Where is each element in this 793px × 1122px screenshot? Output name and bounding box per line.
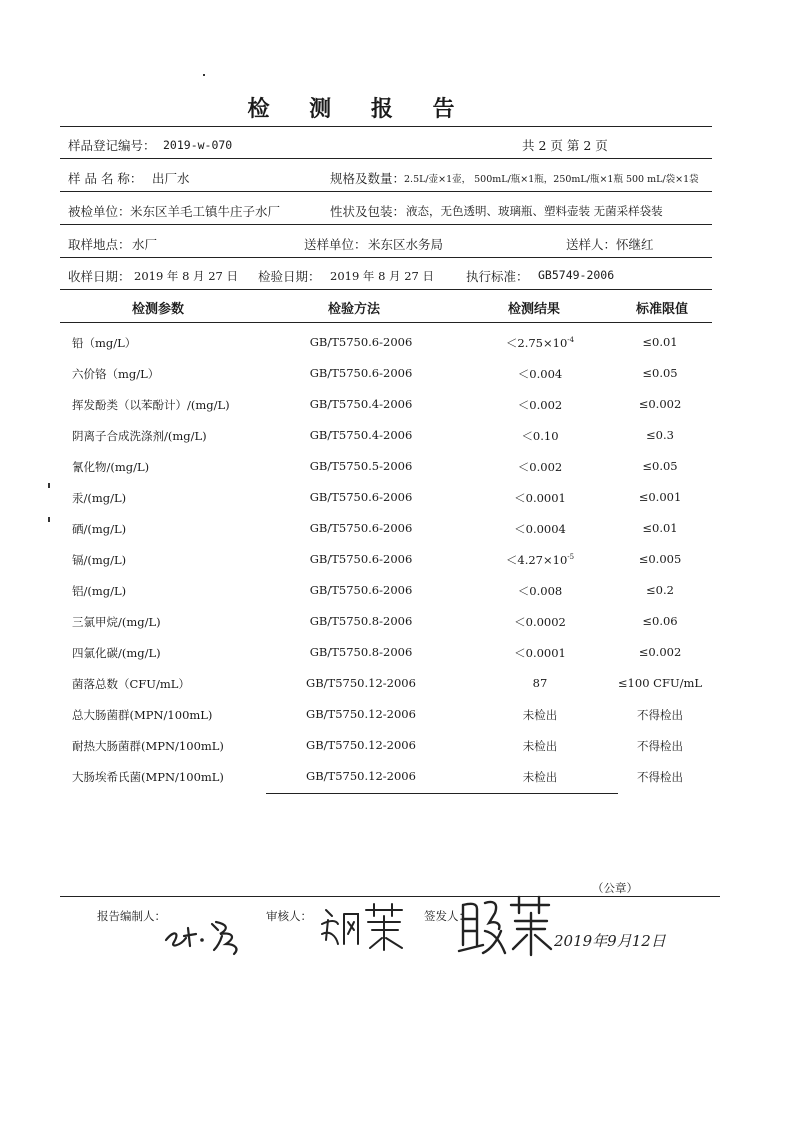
table-cell-result: [470, 707, 610, 723]
col-header-limit: 标准限值: [636, 302, 689, 317]
footer-rule: [60, 896, 720, 897]
table-cell-limit: ≤0.001: [638, 490, 682, 504]
table-cell-method: GB/T5750.4-2006: [309, 428, 413, 442]
table-cell-method: GB/T5750.12-2006: [306, 676, 416, 690]
table-cell-method: GB/T5750.12-2006: [306, 769, 416, 783]
table-cell-method: GB/T5750.12-2006: [306, 707, 416, 721]
page-count: 共 2 页 第 2 页: [522, 138, 608, 153]
result-value: ＜2.75×10: [505, 336, 568, 350]
result-value: ＜0.002: [517, 398, 563, 412]
inspected-unit-value: 米东区羊毛工镇牛庄子水厂: [130, 204, 281, 219]
scan-mark: [203, 74, 205, 76]
header-top-rule: [60, 126, 712, 127]
table-bottom-rule: [266, 793, 618, 794]
table-cell-param: 镉/(mg/L): [72, 553, 127, 567]
result-value: 未检出: [522, 708, 558, 722]
table-cell-method: GB/T5750.12-2006: [306, 738, 416, 752]
table-cell-param: 菌落总数（CFU/mL）: [72, 677, 190, 691]
table-cell-limit: ≤0.05: [642, 366, 678, 380]
row-rule: [60, 158, 712, 159]
sender-unit-value: 米东区水务局: [368, 237, 444, 252]
table-cell-param: 硒/(mg/L): [72, 522, 127, 536]
result-value: ＜0.0002: [514, 615, 566, 629]
table-cell-limit: 不得检出: [637, 770, 683, 784]
table-cell-param: 阴离子合成洗涤剂/(mg/L): [72, 429, 207, 443]
table-cell-method: GB/T5750.4-2006: [309, 397, 413, 411]
sample-name-label: 样 品 名 称：: [68, 171, 143, 186]
compiler-label: 报告编制人：: [97, 909, 166, 923]
table-cell-param: 挥发酚类（以苯酚计）/(mg/L): [72, 398, 230, 412]
table-cell-result: [470, 521, 610, 537]
table-cell-param: 三氯甲烷/(mg/L): [72, 615, 161, 629]
result-value: ＜4.27×10: [505, 553, 568, 567]
scan-mark: [48, 517, 50, 522]
table-cell-param: 大肠埃希氏菌(MPN/100mL): [72, 770, 224, 784]
table-cell-limit: ≤0.005: [638, 552, 682, 566]
spec-label: 规格及数量：: [330, 171, 406, 186]
table-cell-limit: ≤0.3: [646, 428, 674, 442]
table-cell-result: [470, 676, 610, 690]
standard-value: GB5749-2006: [538, 268, 615, 282]
sender-label: 送样人：: [566, 237, 617, 252]
property-value: 液态，无色透明、玻璃瓶、塑料壶装 无菌采样袋装: [406, 204, 663, 218]
table-cell-method: GB/T5750.5-2006: [309, 459, 413, 473]
result-value: ＜0.002: [517, 460, 563, 474]
sampling-site-value: 水厂: [132, 237, 158, 252]
table-header-rule: [60, 322, 712, 323]
table-cell-param: 总大肠菌群(MPN/100mL): [72, 708, 213, 722]
sampling-site-label: 取样地点：: [68, 237, 131, 252]
table-cell-limit: ≤0.05: [642, 459, 678, 473]
result-value: ＜0.004: [517, 367, 563, 381]
result-value: 87: [532, 676, 548, 690]
receive-date-label: 收样日期：: [68, 269, 131, 284]
col-header-method: 检验方法: [328, 302, 381, 317]
table-cell-result: [470, 335, 610, 351]
table-cell-param: 耐热大肠菌群(MPN/100mL): [72, 739, 224, 753]
row-rule: [60, 191, 712, 192]
test-date-label: 检验日期：: [258, 269, 321, 284]
row-rule: [60, 257, 712, 258]
col-header-result: 检测结果: [508, 302, 561, 317]
reg-number-value: 2019-w-070: [163, 138, 233, 152]
table-cell-method: GB/T5750.8-2006: [309, 614, 413, 628]
issuer-signature: [455, 893, 555, 958]
table-cell-limit: ≤0.01: [642, 335, 678, 349]
result-exponent: -4: [567, 336, 575, 345]
table-cell-param: 铅（mg/L）: [72, 336, 137, 350]
table-cell-method: GB/T5750.8-2006: [309, 645, 413, 659]
table-cell-method: GB/T5750.6-2006: [309, 366, 413, 380]
reviewer-label: 审核人：: [266, 909, 312, 923]
table-cell-limit: ≤0.002: [638, 645, 682, 659]
receive-date-value: 2019 年 8 月 27 日: [134, 269, 238, 283]
table-cell-limit: ≤0.06: [642, 614, 678, 628]
reviewer-signature: [318, 900, 408, 955]
table-cell-param: 铝/(mg/L): [72, 584, 127, 598]
table-cell-limit: 不得检出: [637, 708, 683, 722]
row-rule: [60, 224, 712, 225]
table-cell-method: GB/T5750.6-2006: [309, 521, 413, 535]
table-cell-result: [470, 583, 610, 599]
handwritten-issue-date: [552, 922, 672, 962]
standard-label: 执行标准：: [466, 269, 529, 284]
table-cell-limit: ≤0.002: [638, 397, 682, 411]
table-cell-result: [470, 614, 610, 630]
table-cell-limit: ≤100 CFU/mL: [617, 676, 703, 690]
official-seal-label: （公章）: [592, 881, 638, 895]
table-cell-result: [470, 738, 610, 754]
reg-number-label: 样品登记编号：: [68, 138, 156, 153]
report-title: 检 测 报 告: [247, 96, 471, 122]
inspected-unit-label: 被检单位：: [68, 204, 131, 219]
sender-unit-label: 送样单位：: [304, 237, 367, 252]
table-cell-result: [470, 397, 610, 413]
table-cell-param: 四氯化碳/(mg/L): [72, 646, 161, 660]
table-cell-result: [470, 490, 610, 506]
property-label: 性状及包装：: [330, 204, 406, 219]
svg-text:2019年9月12日: 2019年9月12日: [554, 932, 666, 950]
result-exponent: -5: [567, 553, 575, 562]
sample-name-value: 出厂水: [152, 171, 190, 186]
scan-mark: [48, 483, 50, 488]
result-value: ＜0.008: [517, 584, 563, 598]
result-value: ＜0.10: [521, 429, 559, 443]
table-cell-result: [470, 366, 610, 382]
result-value: 未检出: [522, 739, 558, 753]
issuer-label: 签发人：: [424, 909, 470, 923]
col-header-param: 检测参数: [132, 302, 185, 317]
table-cell-param: 汞/(mg/L): [72, 491, 127, 505]
table-cell-method: GB/T5750.6-2006: [309, 583, 413, 597]
table-cell-result: [470, 645, 610, 661]
result-value: ＜0.0001: [514, 491, 566, 505]
table-cell-limit: ≤0.01: [642, 521, 678, 535]
sender-value: 怀继红: [616, 237, 654, 252]
table-cell-result: [470, 428, 610, 444]
table-cell-method: GB/T5750.6-2006: [309, 552, 413, 566]
header-bottom-rule: [60, 289, 712, 290]
table-cell-param: 氰化物/(mg/L): [72, 460, 150, 474]
table-cell-result: [470, 552, 610, 568]
result-value: 未检出: [522, 770, 558, 784]
table-cell-limit: 不得检出: [637, 739, 683, 753]
table-cell-limit: ≤0.2: [646, 583, 674, 597]
test-date-value: 2019 年 8 月 27 日: [330, 269, 434, 283]
table-cell-method: GB/T5750.6-2006: [309, 335, 413, 349]
compiler-signature: [160, 910, 250, 955]
table-cell-result: [470, 769, 610, 785]
result-value: ＜0.0001: [514, 646, 566, 660]
spec-value: 2.5L/壶×1壶， 500mL/瓶×1瓶，250mL/瓶×1瓶 500 mL/袋×1袋: [404, 174, 699, 185]
table-cell-result: [470, 459, 610, 475]
table-cell-param: 六价铬（mg/L）: [72, 367, 160, 381]
result-value: ＜0.0004: [514, 522, 566, 536]
table-cell-method: GB/T5750.6-2006: [309, 490, 413, 504]
